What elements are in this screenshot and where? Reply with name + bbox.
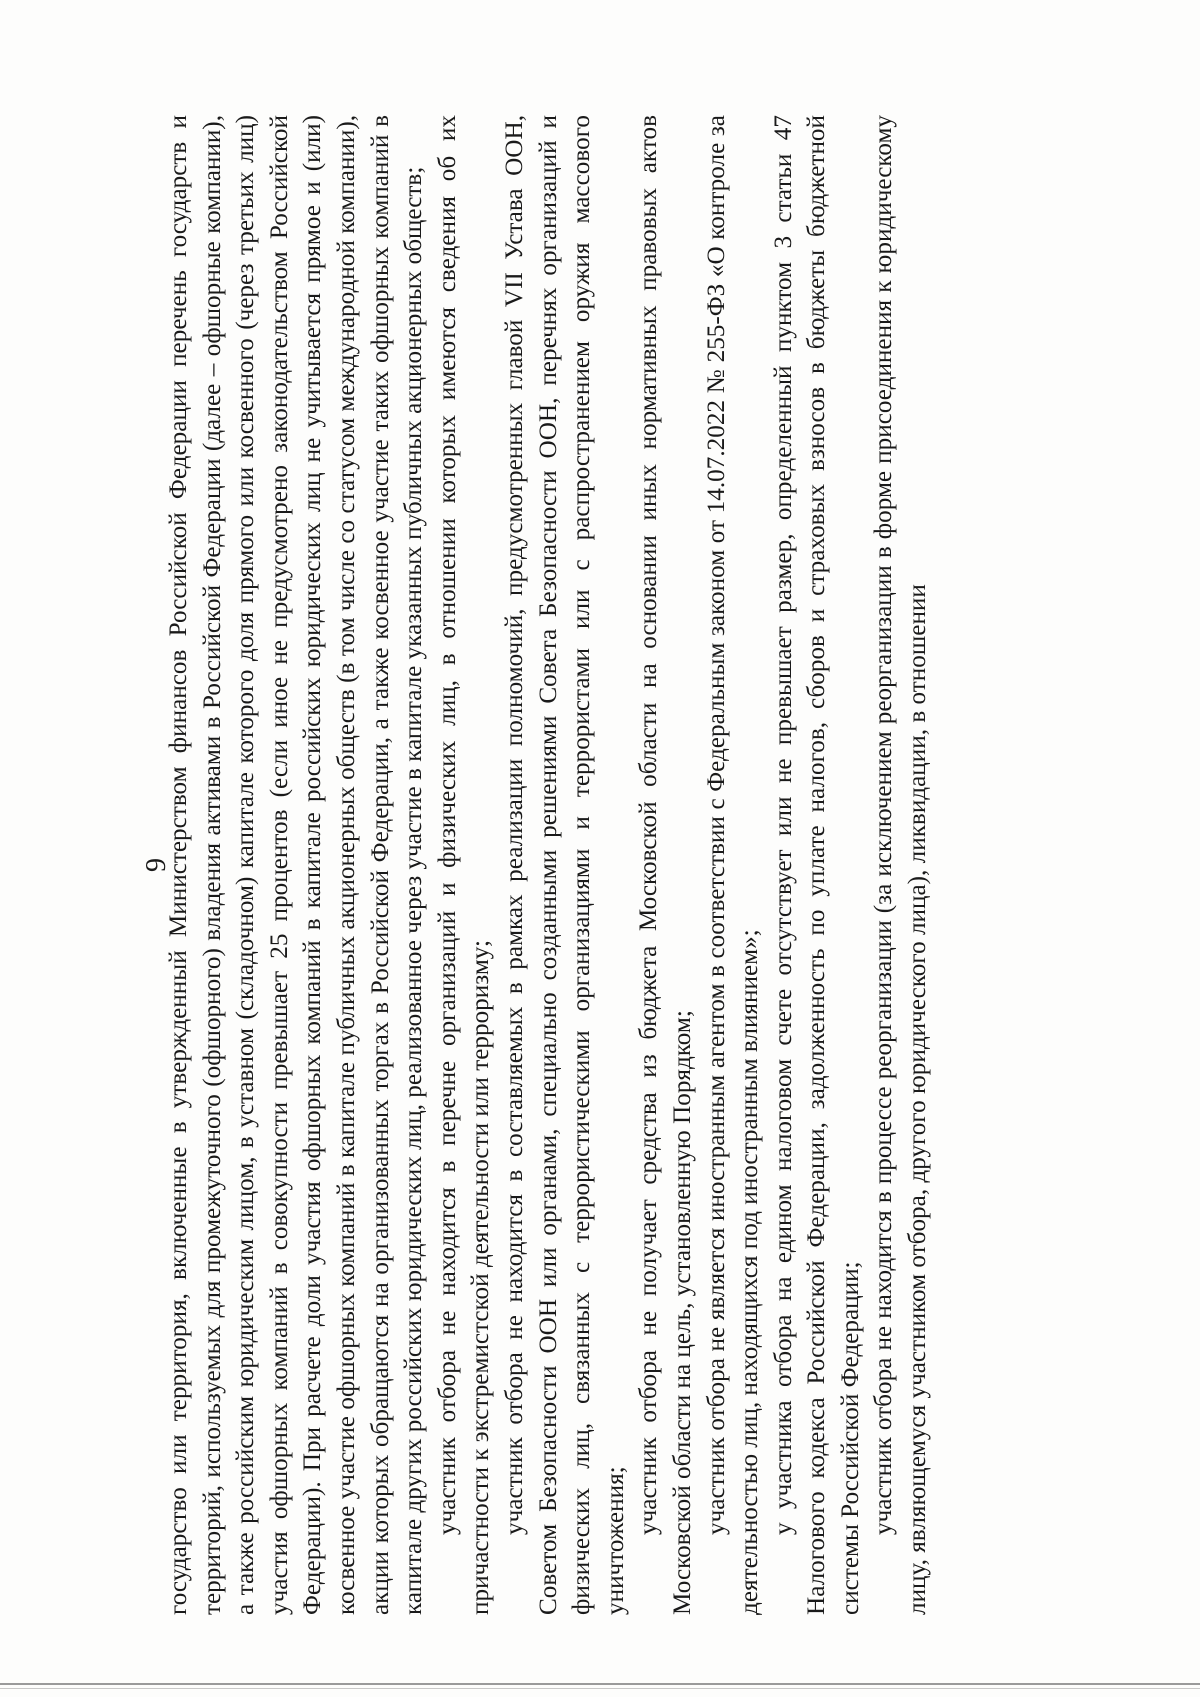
rotated-content xyxy=(140,115,1200,1615)
paragraph-budget-funds: участник отбора не получает средства из бюджета Московской области на основании иных нормативных правовых актов Московской области на цель, установленную Порядком; xyxy=(635,115,696,1615)
paragraph-extremism: участник отбора не находится в перечне организаций и физических лиц, в отношении которых имеются сведения об их причастности к экстремистской деятельности или терроризму; xyxy=(433,115,495,1615)
paragraph-tax-debt: у участника отбора на едином налоговом счете отсутствует или не превышает размер, определенный пунктом 3 статьи 47 Налогового кодекса Российской Федерации, задолженность по уплате налогов, сборов и страховых взносов в бюджеты бюджетной системы Российской Федерации; xyxy=(769,115,864,1615)
page-number: 9 xyxy=(141,858,172,872)
paragraph-offshore: государство или территория, включенные в утвержденный Министерством финансов Российской Федерации перечень государств и территорий, используемых для промежуточного (офшорного) владения активами в Российской Федерации (далее – офшорные компании), а также российским юридическим лицом, в уставном (складочном) капитале которого доля прямого или косвенного (через третьих лиц) участия офшорных компаний в совокупности превышает 25 процентов (если иное не предусмотрено законодательством Российской Федерации). При расчете доли участия офшорных компаний в капитале российских юридических лиц не учитывается прямое и (или) косвенное участие офшорных компаний в капитале публичных акционерных обществ (в том числе со статусом международной компании), акции которых обращаются на организованных торгах в Российской Федерации, а также косвенное участие таких офшорных компаний в капитале других российских юридических лиц, реализованное через участие в капитале указанных публичных акционерных обществ; xyxy=(165,115,428,1615)
scan-edge-line xyxy=(0,1683,1200,1685)
paragraph-foreign-agent: участник отбора не является иностранным агентом в соответствии с Федеральным законом от 14.07.2022 № 255-ФЗ «О контроле за деятельностью лиц, находящихся под иностранным влиянием»; xyxy=(702,115,764,1615)
paragraph-un-lists: участник отбора не находится в составляемых в рамках реализации полномочий, предусмотренных главой VII Устава ООН, Советом Безопасности ООН или органами, специально созданными решениями Совета Безопасности ООН, перечнях организаций и физических лиц, связанных с террористическими организациями и террористами или с распространением оружия массового уничтожения; xyxy=(500,115,629,1615)
paragraph-reorganization: участник отбора не находится в процессе реорганизации (за исключением реорганизации в форме присоединения к юридическому лицу, являющемуся участником отбора, другого юридического лица), ликвидации, в отношении xyxy=(870,115,932,1615)
scan-edge-line-secondary xyxy=(0,1688,1200,1689)
body-text xyxy=(162,115,935,1615)
